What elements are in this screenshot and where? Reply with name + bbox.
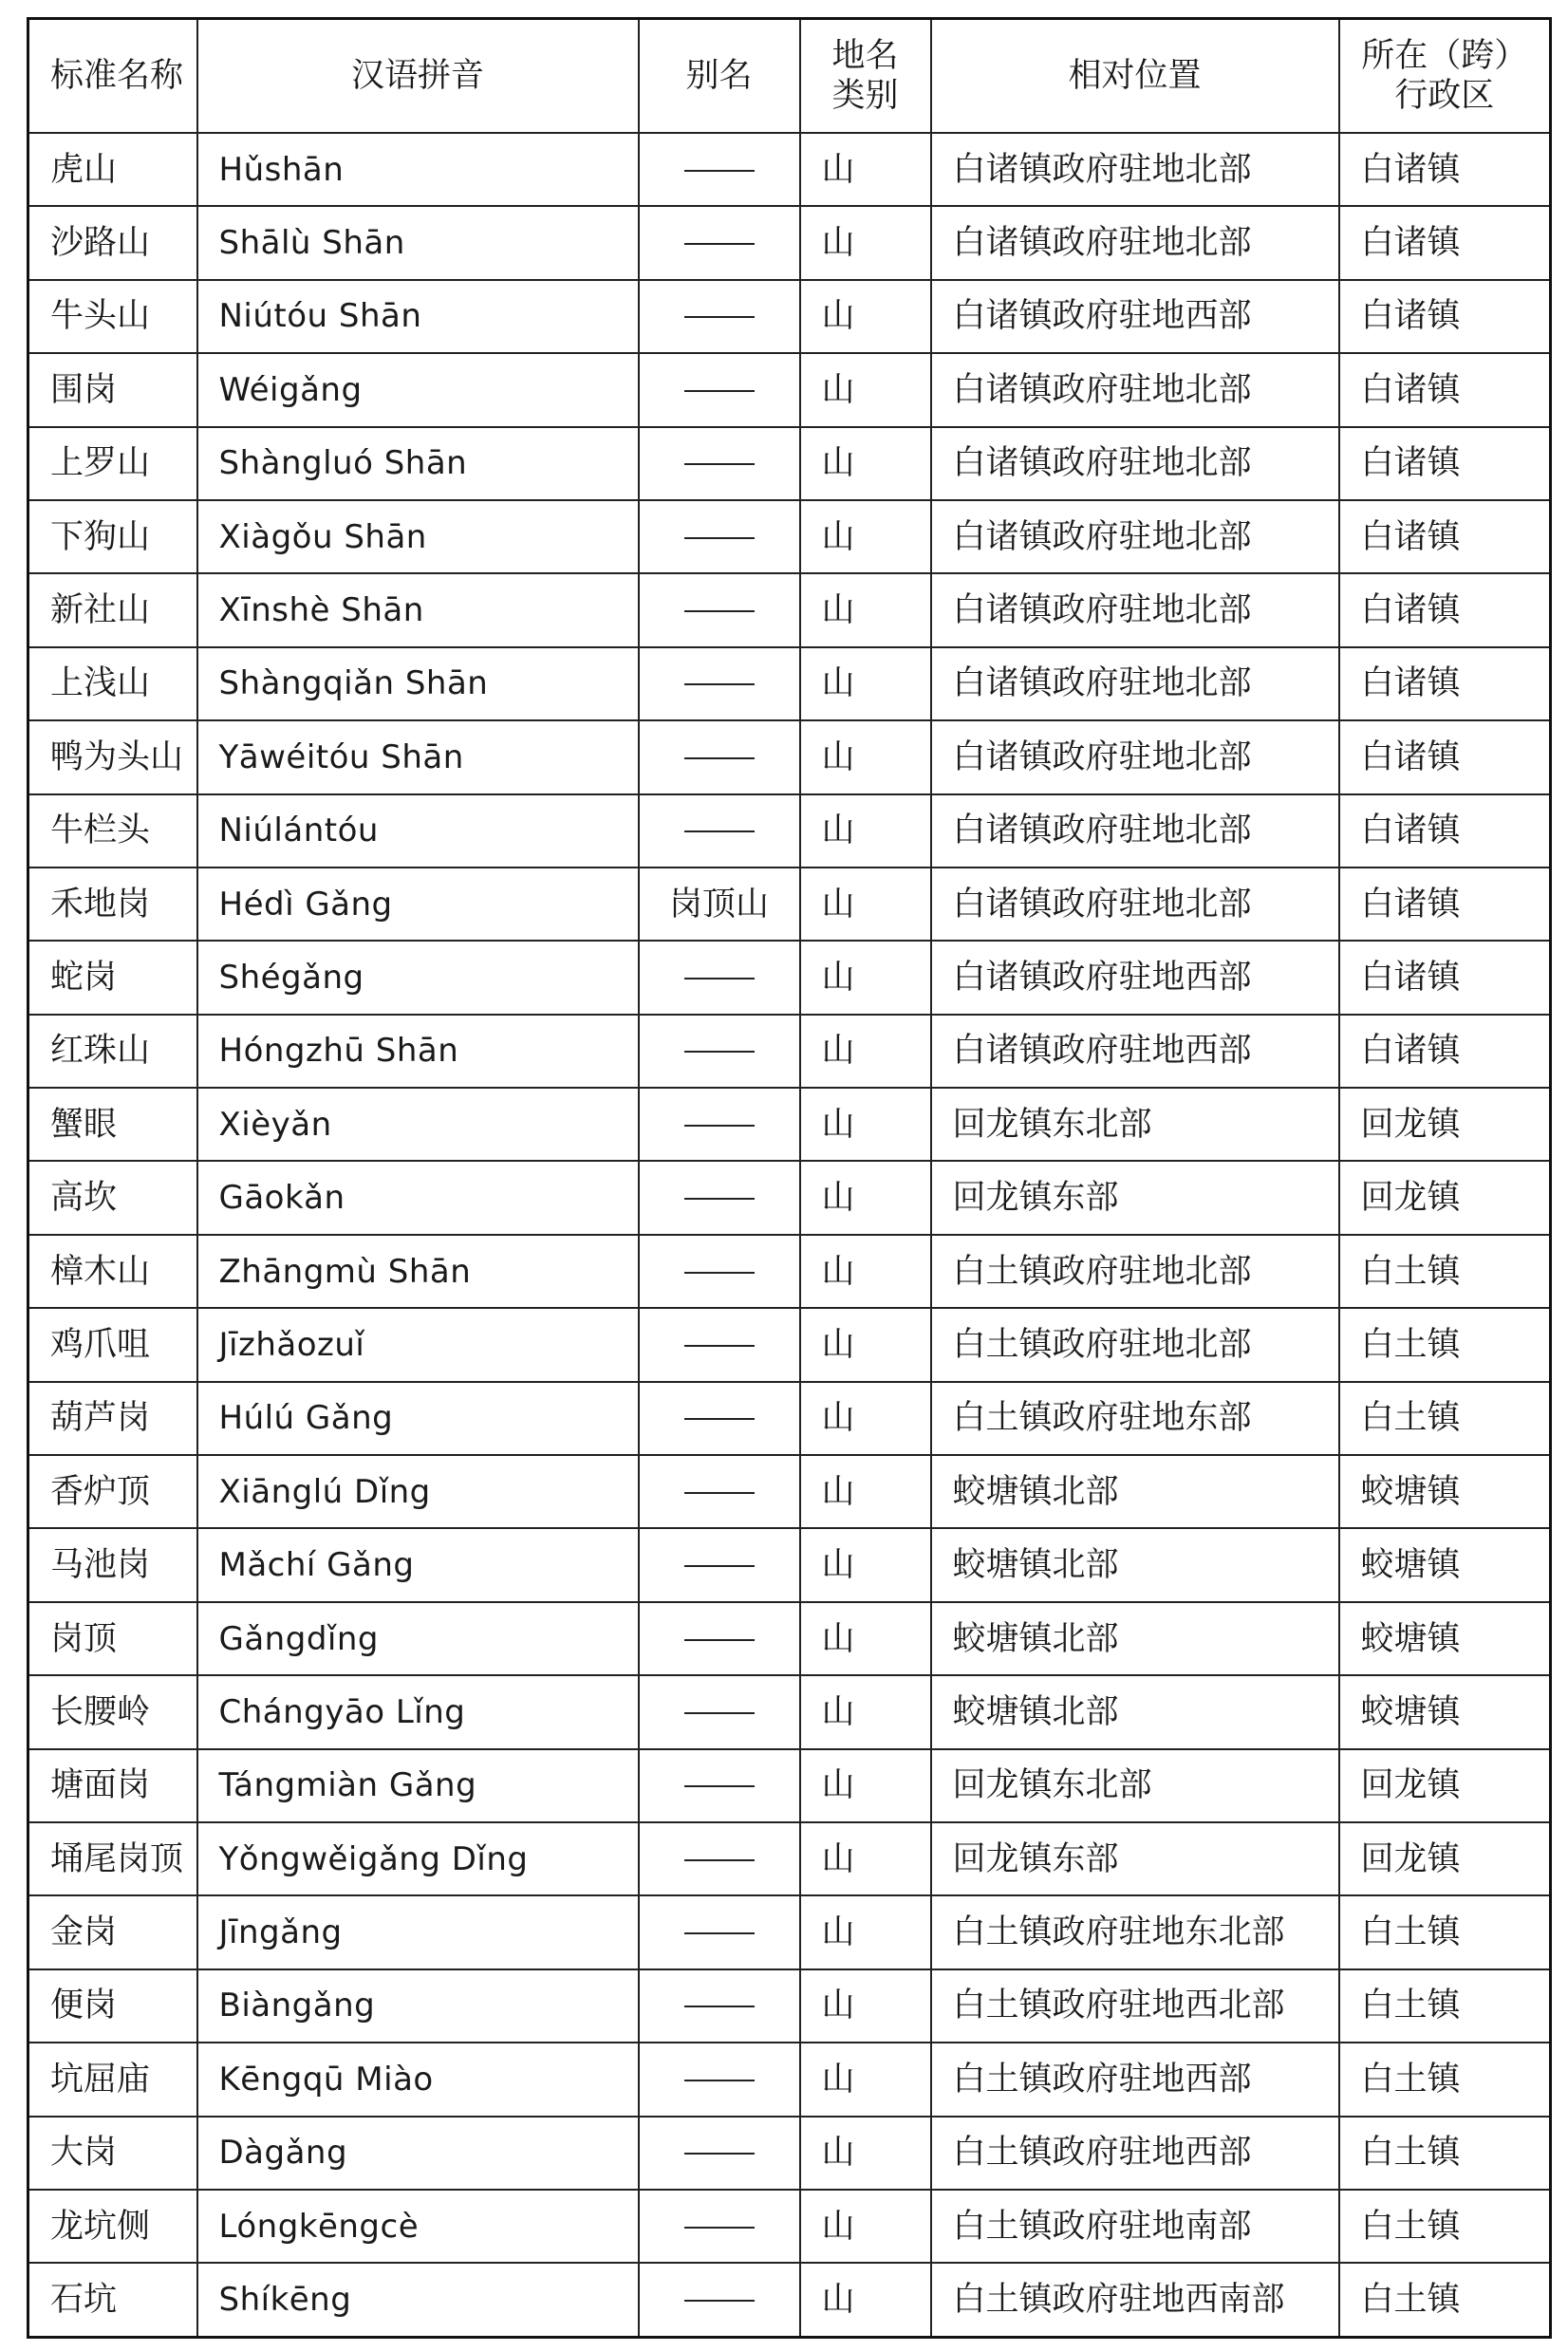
cell-relative-location: 白诸镇政府驻地北部 bbox=[931, 573, 1339, 646]
place-name-table bbox=[27, 17, 1552, 2339]
cell-alias bbox=[639, 2190, 800, 2263]
cell-admin-region: 白诸镇 bbox=[1339, 133, 1551, 206]
cell-alias bbox=[639, 794, 800, 868]
empty-dash bbox=[684, 463, 755, 465]
cell-standard-name: 香炉顶 bbox=[28, 1455, 197, 1528]
table-row bbox=[28, 647, 1551, 720]
cell-standard-name: 上浅山 bbox=[28, 647, 197, 720]
cell-pinyin: Húlú Gǎng bbox=[197, 1382, 639, 1455]
empty-dash bbox=[684, 1051, 755, 1053]
header-pinyin: 汉语拼音 bbox=[197, 19, 639, 134]
cell-alias bbox=[639, 1969, 800, 2043]
empty-dash bbox=[684, 2006, 755, 2007]
table-row bbox=[28, 206, 1551, 279]
cell-category: 山 bbox=[800, 427, 931, 500]
cell-category: 山 bbox=[800, 573, 931, 646]
cell-pinyin: Jīngǎng bbox=[197, 1895, 639, 1968]
table-row bbox=[28, 2263, 1551, 2337]
cell-standard-name: 马池岗 bbox=[28, 1528, 197, 1601]
cell-standard-name: 蛇岗 bbox=[28, 941, 197, 1014]
cell-category: 山 bbox=[800, 868, 931, 941]
cell-alias bbox=[639, 1675, 800, 1748]
cell-category: 山 bbox=[800, 1749, 931, 1822]
cell-standard-name: 樟木山 bbox=[28, 1235, 197, 1308]
cell-category: 山 bbox=[800, 2190, 931, 2263]
cell-alias bbox=[639, 1235, 800, 1308]
cell-alias bbox=[639, 1895, 800, 1968]
cell-standard-name: 高坎 bbox=[28, 1161, 197, 1234]
table-row bbox=[28, 2043, 1551, 2116]
cell-admin-region: 白土镇 bbox=[1339, 1308, 1551, 1381]
cell-alias bbox=[639, 500, 800, 573]
cell-relative-location: 蛟塘镇北部 bbox=[931, 1528, 1339, 1601]
cell-relative-location: 白土镇政府驻地东北部 bbox=[931, 1895, 1339, 1968]
cell-pinyin: Xiàgǒu Shān bbox=[197, 500, 639, 573]
cell-admin-region: 白诸镇 bbox=[1339, 941, 1551, 1014]
table-row bbox=[28, 1382, 1551, 1455]
cell-category: 山 bbox=[800, 1602, 931, 1675]
cell-admin-region: 白诸镇 bbox=[1339, 794, 1551, 868]
table-row bbox=[28, 1822, 1551, 1895]
cell-pinyin: Lóngkēngcè bbox=[197, 2190, 639, 2263]
cell-relative-location: 白土镇政府驻地东部 bbox=[931, 1382, 1339, 1455]
table-row bbox=[28, 500, 1551, 573]
table-header-row bbox=[28, 19, 1551, 134]
cell-alias bbox=[639, 353, 800, 426]
cell-admin-region: 回龙镇 bbox=[1339, 1161, 1551, 1234]
cell-pinyin: Biàngǎng bbox=[197, 1969, 639, 2043]
cell-alias bbox=[639, 133, 800, 206]
cell-relative-location: 白诸镇政府驻地北部 bbox=[931, 353, 1339, 426]
table-row bbox=[28, 2190, 1551, 2263]
cell-relative-location: 蛟塘镇北部 bbox=[931, 1675, 1339, 1748]
cell-admin-region: 蛟塘镇 bbox=[1339, 1455, 1551, 1528]
cell-pinyin: Kēngqū Miào bbox=[197, 2043, 639, 2116]
cell-category: 山 bbox=[800, 1455, 931, 1528]
header-alias: 别名 bbox=[639, 19, 800, 134]
cell-relative-location: 白土镇政府驻地西部 bbox=[931, 2117, 1339, 2190]
cell-standard-name: 牛栏头 bbox=[28, 794, 197, 868]
cell-category: 山 bbox=[800, 280, 931, 353]
cell-alias bbox=[639, 1822, 800, 1895]
empty-dash bbox=[684, 1932, 755, 1934]
cell-pinyin: Shíkēng bbox=[197, 2263, 639, 2337]
cell-standard-name: 牛头山 bbox=[28, 280, 197, 353]
empty-dash bbox=[684, 1785, 755, 1787]
cell-admin-region: 白土镇 bbox=[1339, 2190, 1551, 2263]
table-row bbox=[28, 1235, 1551, 1308]
cell-pinyin: Zhāngmù Shān bbox=[197, 1235, 639, 1308]
empty-dash bbox=[684, 1198, 755, 1200]
cell-pinyin: Niúlántóu bbox=[197, 794, 639, 868]
cell-alias bbox=[639, 1455, 800, 1528]
cell-pinyin: Shālù Shān bbox=[197, 206, 639, 279]
cell-admin-region: 白诸镇 bbox=[1339, 647, 1551, 720]
cell-standard-name: 虎山 bbox=[28, 133, 197, 206]
cell-category: 山 bbox=[800, 206, 931, 279]
table-row bbox=[28, 573, 1551, 646]
empty-dash bbox=[684, 243, 755, 245]
cell-relative-location: 白诸镇政府驻地北部 bbox=[931, 500, 1339, 573]
empty-dash bbox=[684, 830, 755, 832]
empty-dash bbox=[684, 1859, 755, 1861]
header-standard-name: 标准名称 bbox=[28, 19, 197, 134]
cell-standard-name: 禾地岗 bbox=[28, 868, 197, 941]
table-row bbox=[28, 868, 1551, 941]
header-admin-line2: 行政区 bbox=[1394, 77, 1495, 115]
table-row bbox=[28, 941, 1551, 1014]
cell-alias bbox=[639, 2263, 800, 2337]
cell-standard-name: 围岗 bbox=[28, 353, 197, 426]
cell-relative-location: 回龙镇东北部 bbox=[931, 1749, 1339, 1822]
cell-pinyin: Hóngzhū Shān bbox=[197, 1015, 639, 1088]
place-name-table-container bbox=[27, 17, 1549, 2339]
cell-category: 山 bbox=[800, 1088, 931, 1161]
cell-relative-location: 回龙镇东部 bbox=[931, 1822, 1339, 1895]
cell-category: 山 bbox=[800, 1969, 931, 2043]
cell-alias bbox=[639, 1749, 800, 1822]
cell-alias bbox=[639, 280, 800, 353]
cell-admin-region: 蛟塘镇 bbox=[1339, 1675, 1551, 1748]
cell-category: 山 bbox=[800, 1308, 931, 1381]
table-row bbox=[28, 427, 1551, 500]
cell-relative-location: 蛟塘镇北部 bbox=[931, 1455, 1339, 1528]
cell-alias bbox=[639, 206, 800, 279]
cell-admin-region: 白诸镇 bbox=[1339, 720, 1551, 793]
cell-pinyin: Xièyǎn bbox=[197, 1088, 639, 1161]
cell-pinyin: Shàngqiǎn Shān bbox=[197, 647, 639, 720]
cell-relative-location: 回龙镇东北部 bbox=[931, 1088, 1339, 1161]
header-admin-region bbox=[1339, 19, 1551, 134]
cell-relative-location: 白土镇政府驻地西南部 bbox=[931, 2263, 1339, 2337]
cell-category: 山 bbox=[800, 133, 931, 206]
header-relative-location: 相对位置 bbox=[931, 19, 1339, 134]
cell-category: 山 bbox=[800, 794, 931, 868]
cell-standard-name: 长腰岭 bbox=[28, 1675, 197, 1748]
cell-standard-name: 塘面岗 bbox=[28, 1749, 197, 1822]
cell-standard-name: 便岗 bbox=[28, 1969, 197, 2043]
cell-pinyin: Shàngluó Shān bbox=[197, 427, 639, 500]
cell-admin-region: 白土镇 bbox=[1339, 1969, 1551, 2043]
cell-admin-region: 白诸镇 bbox=[1339, 427, 1551, 500]
cell-admin-region: 白土镇 bbox=[1339, 1895, 1551, 1968]
cell-alias bbox=[639, 1015, 800, 1088]
cell-relative-location: 回龙镇东部 bbox=[931, 1161, 1339, 1234]
cell-admin-region: 白诸镇 bbox=[1339, 206, 1551, 279]
cell-admin-region: 白土镇 bbox=[1339, 2263, 1551, 2337]
table-body bbox=[28, 133, 1551, 2337]
cell-category: 山 bbox=[800, 1528, 931, 1601]
cell-category: 山 bbox=[800, 1161, 931, 1234]
cell-standard-name: 鸡爪咀 bbox=[28, 1308, 197, 1381]
cell-standard-name: 鸭为头山 bbox=[28, 720, 197, 793]
table-row bbox=[28, 280, 1551, 353]
cell-pinyin: Chángyāo Lǐng bbox=[197, 1675, 639, 1748]
cell-admin-region: 蛟塘镇 bbox=[1339, 1602, 1551, 1675]
cell-relative-location: 白诸镇政府驻地北部 bbox=[931, 647, 1339, 720]
cell-admin-region: 白诸镇 bbox=[1339, 1015, 1551, 1088]
cell-category: 山 bbox=[800, 941, 931, 1014]
cell-relative-location: 白诸镇政府驻地北部 bbox=[931, 133, 1339, 206]
cell-admin-region: 白诸镇 bbox=[1339, 280, 1551, 353]
empty-dash bbox=[684, 1418, 755, 1420]
cell-pinyin: Yǒngwěigǎng Dǐng bbox=[197, 1822, 639, 1895]
empty-dash bbox=[684, 1712, 755, 1714]
cell-standard-name: 葫芦岗 bbox=[28, 1382, 197, 1455]
cell-alias bbox=[639, 1528, 800, 1601]
empty-dash bbox=[684, 1125, 755, 1127]
table-row bbox=[28, 2117, 1551, 2190]
cell-pinyin: Mǎchí Gǎng bbox=[197, 1528, 639, 1601]
cell-category: 山 bbox=[800, 2117, 931, 2190]
empty-dash bbox=[684, 1565, 755, 1567]
cell-category: 山 bbox=[800, 1015, 931, 1088]
cell-pinyin: Yāwéitóu Shān bbox=[197, 720, 639, 793]
table-row bbox=[28, 1895, 1551, 1968]
header-admin-line1: 所在（跨） bbox=[1361, 37, 1528, 75]
cell-pinyin: Shégǎng bbox=[197, 941, 639, 1014]
cell-alias bbox=[639, 2117, 800, 2190]
empty-dash bbox=[684, 170, 755, 172]
cell-pinyin: Xiānglú Dǐng bbox=[197, 1455, 639, 1528]
cell-alias bbox=[639, 2043, 800, 2116]
cell-standard-name: 上罗山 bbox=[28, 427, 197, 500]
header-category-line1: 地名 bbox=[831, 37, 899, 75]
cell-category: 山 bbox=[800, 647, 931, 720]
empty-dash bbox=[684, 610, 755, 612]
cell-relative-location: 蛟塘镇北部 bbox=[931, 1602, 1339, 1675]
cell-standard-name: 大岗 bbox=[28, 2117, 197, 2190]
cell-alias bbox=[639, 1308, 800, 1381]
cell-category: 山 bbox=[800, 2263, 931, 2337]
cell-category: 山 bbox=[800, 720, 931, 793]
cell-alias bbox=[639, 941, 800, 1014]
cell-pinyin: Hédì Gǎng bbox=[197, 868, 639, 941]
cell-standard-name: 蟹眼 bbox=[28, 1088, 197, 1161]
empty-dash bbox=[684, 757, 755, 759]
cell-alias bbox=[639, 1602, 800, 1675]
cell-admin-region: 白诸镇 bbox=[1339, 573, 1551, 646]
empty-dash bbox=[684, 1639, 755, 1641]
cell-relative-location: 白诸镇政府驻地北部 bbox=[931, 720, 1339, 793]
cell-relative-location: 白诸镇政府驻地西部 bbox=[931, 1015, 1339, 1088]
cell-standard-name: 埇尾岗顶 bbox=[28, 1822, 197, 1895]
empty-dash bbox=[684, 2080, 755, 2081]
empty-dash bbox=[684, 2153, 755, 2155]
table-row bbox=[28, 1749, 1551, 1822]
table-row bbox=[28, 1969, 1551, 2043]
cell-category: 山 bbox=[800, 1235, 931, 1308]
cell-admin-region: 回龙镇 bbox=[1339, 1822, 1551, 1895]
cell-admin-region: 白诸镇 bbox=[1339, 868, 1551, 941]
table-row bbox=[28, 1455, 1551, 1528]
cell-category: 山 bbox=[800, 1822, 931, 1895]
empty-dash bbox=[684, 2300, 755, 2302]
cell-admin-region: 白土镇 bbox=[1339, 2117, 1551, 2190]
cell-relative-location: 白诸镇政府驻地北部 bbox=[931, 206, 1339, 279]
cell-relative-location: 白诸镇政府驻地西部 bbox=[931, 280, 1339, 353]
cell-admin-region: 回龙镇 bbox=[1339, 1088, 1551, 1161]
cell-relative-location: 白土镇政府驻地南部 bbox=[931, 2190, 1339, 2263]
cell-alias bbox=[639, 1382, 800, 1455]
cell-pinyin: Wéigǎng bbox=[197, 353, 639, 426]
cell-pinyin: Niútóu Shān bbox=[197, 280, 639, 353]
cell-admin-region: 白土镇 bbox=[1339, 1382, 1551, 1455]
table-row bbox=[28, 1602, 1551, 1675]
cell-relative-location: 白土镇政府驻地西部 bbox=[931, 2043, 1339, 2116]
cell-relative-location: 白土镇政府驻地西北部 bbox=[931, 1969, 1339, 2043]
cell-pinyin: Tángmiàn Gǎng bbox=[197, 1749, 639, 1822]
cell-pinyin: Gǎngdǐng bbox=[197, 1602, 639, 1675]
cell-admin-region: 白土镇 bbox=[1339, 1235, 1551, 1308]
empty-dash bbox=[684, 316, 755, 318]
table-row bbox=[28, 1675, 1551, 1748]
cell-category: 山 bbox=[800, 2043, 931, 2116]
table-row bbox=[28, 1161, 1551, 1234]
cell-relative-location: 白诸镇政府驻地西部 bbox=[931, 941, 1339, 1014]
cell-alias bbox=[639, 720, 800, 793]
table-row bbox=[28, 1308, 1551, 1381]
table-row bbox=[28, 794, 1551, 868]
table-row bbox=[28, 133, 1551, 206]
cell-standard-name: 坑屈庙 bbox=[28, 2043, 197, 2116]
cell-alias bbox=[639, 1161, 800, 1234]
cell-relative-location: 白诸镇政府驻地北部 bbox=[931, 427, 1339, 500]
cell-category: 山 bbox=[800, 500, 931, 573]
cell-alias bbox=[639, 573, 800, 646]
cell-pinyin: Gāokǎn bbox=[197, 1161, 639, 1234]
cell-standard-name: 红珠山 bbox=[28, 1015, 197, 1088]
cell-standard-name: 石坑 bbox=[28, 2263, 197, 2337]
table-row bbox=[28, 1015, 1551, 1088]
cell-standard-name: 岗顶 bbox=[28, 1602, 197, 1675]
cell-standard-name: 下狗山 bbox=[28, 500, 197, 573]
cell-pinyin: Xīnshè Shān bbox=[197, 573, 639, 646]
cell-admin-region: 白诸镇 bbox=[1339, 353, 1551, 426]
cell-category: 山 bbox=[800, 1895, 931, 1968]
cell-admin-region: 白诸镇 bbox=[1339, 500, 1551, 573]
empty-dash bbox=[684, 390, 755, 392]
cell-standard-name: 沙路山 bbox=[28, 206, 197, 279]
empty-dash bbox=[684, 1345, 755, 1347]
cell-standard-name: 金岗 bbox=[28, 1895, 197, 1968]
header-category-line2: 类别 bbox=[831, 77, 899, 115]
cell-relative-location: 白土镇政府驻地北部 bbox=[931, 1235, 1339, 1308]
empty-dash bbox=[684, 2227, 755, 2229]
cell-relative-location: 白土镇政府驻地北部 bbox=[931, 1308, 1339, 1381]
table-row bbox=[28, 720, 1551, 793]
empty-dash bbox=[684, 1272, 755, 1274]
cell-relative-location: 白诸镇政府驻地北部 bbox=[931, 868, 1339, 941]
cell-relative-location: 白诸镇政府驻地北部 bbox=[931, 794, 1339, 868]
table-row bbox=[28, 1088, 1551, 1161]
cell-alias bbox=[639, 647, 800, 720]
cell-standard-name: 龙坑侧 bbox=[28, 2190, 197, 2263]
empty-dash bbox=[684, 537, 755, 539]
cell-alias: 岗顶山 bbox=[639, 868, 800, 941]
cell-alias bbox=[639, 427, 800, 500]
cell-admin-region: 蛟塘镇 bbox=[1339, 1528, 1551, 1601]
cell-category: 山 bbox=[800, 1382, 931, 1455]
empty-dash bbox=[684, 1492, 755, 1494]
empty-dash bbox=[684, 978, 755, 980]
cell-alias bbox=[639, 1088, 800, 1161]
table-row bbox=[28, 353, 1551, 426]
cell-pinyin: Hǔshān bbox=[197, 133, 639, 206]
cell-category: 山 bbox=[800, 1675, 931, 1748]
table-row bbox=[28, 1528, 1551, 1601]
header-category bbox=[800, 19, 931, 134]
cell-category: 山 bbox=[800, 353, 931, 426]
cell-pinyin: Jīzhǎozuǐ bbox=[197, 1308, 639, 1381]
cell-admin-region: 回龙镇 bbox=[1339, 1749, 1551, 1822]
cell-standard-name: 新社山 bbox=[28, 573, 197, 646]
cell-pinyin: Dàgǎng bbox=[197, 2117, 639, 2190]
cell-admin-region: 白土镇 bbox=[1339, 2043, 1551, 2116]
empty-dash bbox=[684, 683, 755, 685]
